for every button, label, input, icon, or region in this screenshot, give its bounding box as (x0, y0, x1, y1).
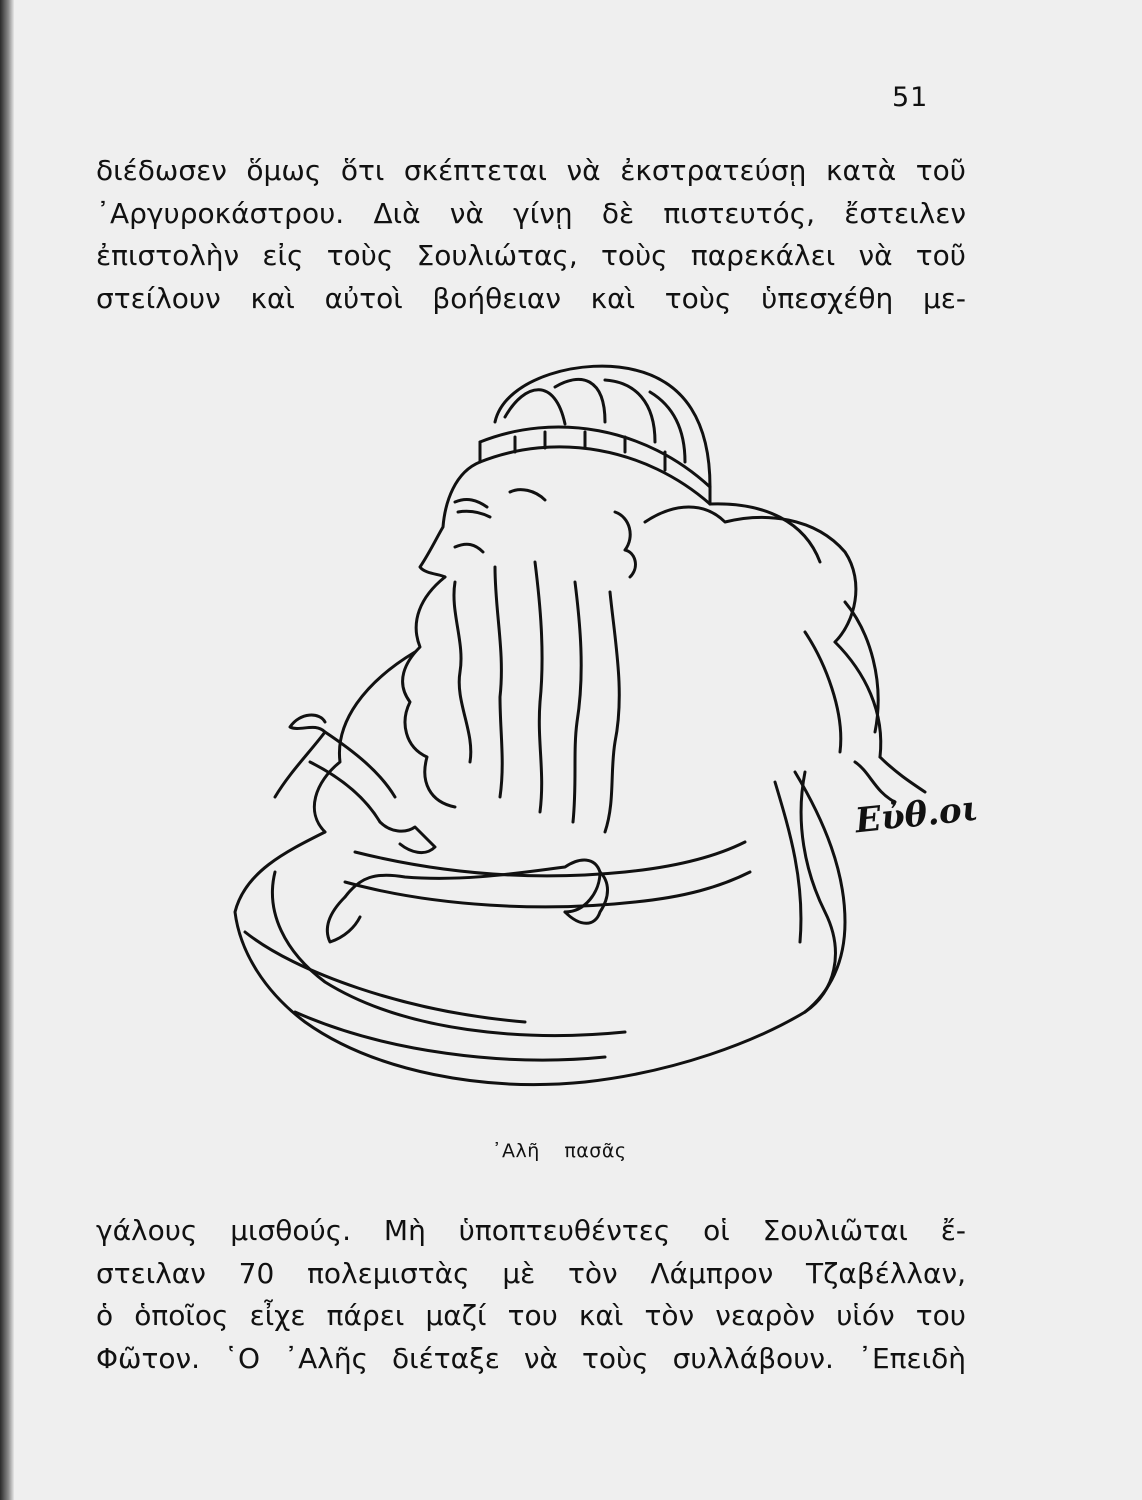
text-line: γάλους μισθούς. Μὴ ὑποπτευθέντες οἱ Σουλιῶται ἔ- (96, 1214, 966, 1247)
ali-pasha-illustration (205, 352, 995, 1132)
text-line: στειλαν 70 πολεμιστὰς μὲ τὸν Λάμπρον Τζαβέλλαν, (96, 1256, 966, 1290)
paragraph-bottom (96, 1210, 966, 1380)
text-line: ὁ ὁποῖος εἶχε πάρει μαζί του καὶ τὸν νεαρὸν υἱόν του (96, 1299, 966, 1332)
paragraph-top (96, 150, 966, 320)
text-line: ᾿Αργυροκάστρου. Διὰ νὰ γίνῃ δὲ πιστευτός, ἔστειλεν (96, 196, 966, 230)
text-line: διέδωσεν ὅμως ὅτι σκέπτεται νὰ ἐκστρατεύσῃ κατὰ τοῦ (96, 154, 966, 187)
text-line: ἐπιστολὴν εἰς τοὺς Σουλιώτας, τοὺς παρεκάλει νὰ τοῦ (96, 239, 966, 272)
text-line: Φῶτον. ῾Ο ᾿Αλῆς διέταξε νὰ τοὺς συλλάβουν. ᾿Επειδὴ (96, 1341, 966, 1375)
page-number: 51 (892, 82, 929, 113)
text-line: στείλουν καὶ αὐτοὶ βοήθειαν καὶ τοὺς ὑπεσχέθη με- (96, 281, 966, 315)
illustration-caption: ᾿Αλῆ πασᾶς (492, 1140, 627, 1162)
page-edge-shadow (0, 0, 14, 1500)
artist-signature: Εὐθ.οι (853, 788, 980, 842)
